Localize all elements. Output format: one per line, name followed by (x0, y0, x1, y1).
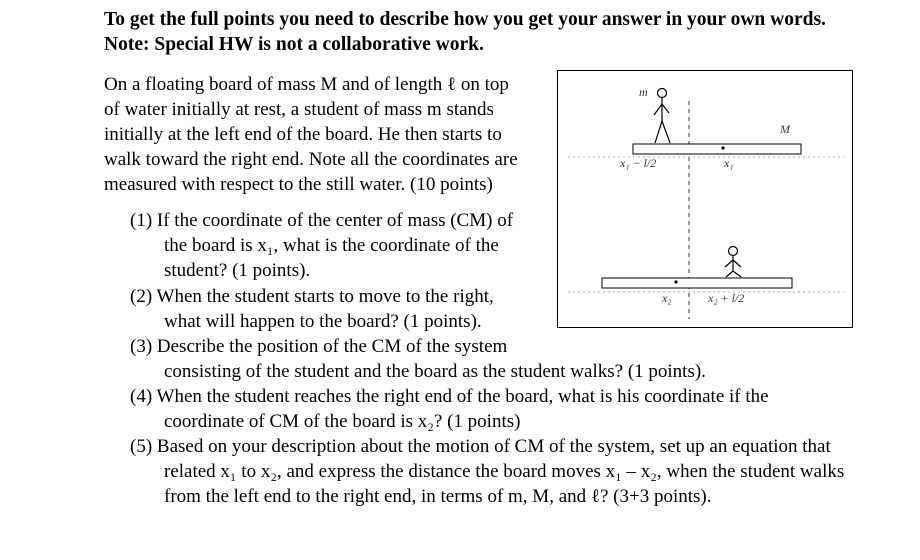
question-line: consisting of the student and the board as the student walks? (1 points). (164, 361, 706, 382)
board-top (633, 144, 801, 154)
problem-statement (104, 72, 554, 197)
instruction-line: To get the full points you need to describe how you get your answer in your own words. (104, 9, 826, 30)
student-figure-top (654, 89, 670, 144)
question-1 (130, 208, 513, 283)
question-line: (2) When the student starts to move to the right, (130, 286, 494, 307)
question-3 (130, 334, 706, 384)
collaboration-note: Note: Special HW is not a collaborative work. (104, 34, 484, 55)
board-bottom (602, 278, 792, 288)
right-end-label: x₂ + l/2 (708, 291, 745, 305)
question-5 (130, 434, 844, 509)
board-cm-dot (721, 146, 724, 149)
question-line: what will happen to the board? (1 points). (164, 311, 482, 332)
problem-line: of water initially at rest, a student of mass m stands (104, 99, 494, 120)
student-figure-bottom (725, 247, 741, 278)
question-line: (5) Based on your description about the motion of CM of the system, set up an equation that (130, 436, 831, 457)
question-line: (1) If the coordinate of the center of mass (CM) of (130, 210, 514, 231)
question-line: (3) Describe the position of the CM of the system (130, 336, 508, 357)
question-line: student? (1 points). (164, 260, 311, 281)
board-diagram-svg (558, 71, 854, 329)
mass-M-label: M (780, 122, 790, 136)
question-line: (4) When the student reaches the right end of the board, what is his coordinate if the (130, 386, 769, 407)
question-line: from the left end to the right end, in terms of m, M, and ℓ? (3+3 points). (164, 486, 712, 507)
board-diagram (557, 70, 853, 328)
question-line: the board is x₁, what is the coordinate of the (164, 235, 499, 256)
left-end-label: x₁ − l/2 (620, 156, 657, 170)
mass-m-label: m (639, 85, 648, 99)
problem-line: walk toward the right end. Note all the coordinates are (104, 149, 518, 170)
question-line: coordinate of CM of the board is x₂? (1 points) (164, 411, 521, 432)
problem-line: measured with respect to the still water. (10 points) (104, 174, 493, 195)
problem-line: On a floating board of mass M and of length ℓ on top (104, 74, 509, 95)
question-4 (130, 384, 769, 434)
question-2 (130, 284, 494, 334)
board-cm-label-top: x₁ (724, 156, 734, 170)
board-cm-label-bottom: x₂ (662, 291, 672, 305)
question-line: related x₁ to x₂, and express the distance the board moves x₁ – x₂, when the student walks (164, 461, 845, 482)
problem-line: initially at the left end of the board. He then starts to (104, 124, 502, 145)
board-cm-dot-bottom (674, 280, 677, 283)
